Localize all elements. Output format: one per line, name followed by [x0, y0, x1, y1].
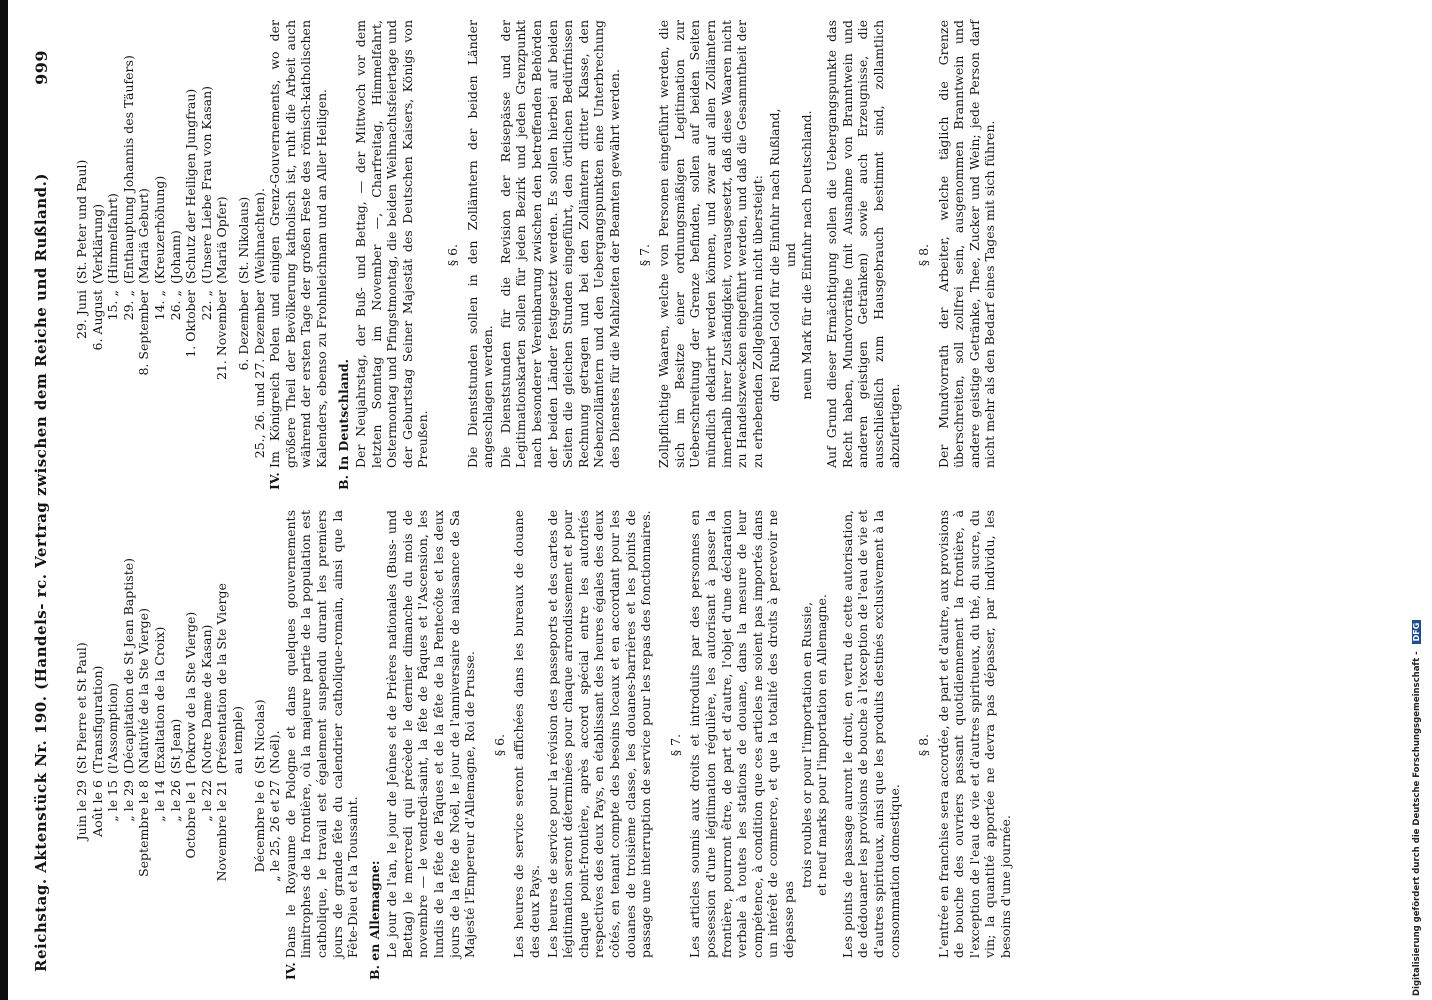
section-7-para-1: Zollpflichtige Waaren, welche von Personen eingeführt werden, die sich im Besitze einer ordnungsmäßigen Legitimation zur Ueberschreitung der Grenze befinden, sollen auf beiden Seiten mündlich deklarirt werden können, und zwar auf allen Zollämtern innerhalb ihrer Zuständigkeit, vorausgesetzt, daß diese Waaren nicht zu Handelszwecken eingeführt werden, und daß die Gesammtheit der zu erhebenden Zollgebühren nicht übersteigt: — [656, 20, 765, 468]
calendar-row — [252, 20, 268, 490]
section-6-para-2: Die Dienststunden für die Revision der Reisepässe und der Legitimationskarten sollen für jeden Bezirk und jeden Grenzpunkt nach besonderer Vereinbarung zwischen den betreffenden Behörden der beiden Länder festgesetzt werden. Es sollen hierbei auf beiden Seiten die gleichen Stunden eingeführt, den örtlichen Bedürfnissen Rechnung getragen und bei den Zollämtern dritter Klasse, den Nebenzollämtern und den Uebergangspunkten eine Unterbrechung des Dienstes für die Mahlzeiten der Beamten gewährt werden. — [497, 20, 622, 468]
calendar-date: 6. Dezember — [235, 290, 251, 371]
calendar-row — [90, 20, 106, 490]
calendar-event: (l'Assomption) — [105, 682, 121, 774]
calendar-event: (Johann) — [167, 230, 183, 284]
calendar-date: Décembre le 6 — [251, 780, 267, 873]
section-iv-label: IV. — [267, 472, 283, 490]
calendar-event: (St Jean) — [167, 718, 183, 774]
calendar-date: 15. „ — [105, 290, 121, 321]
calendar-event: (Verklärung) — [89, 203, 105, 284]
section-6-title: § 6. — [491, 733, 507, 757]
calendar-event: (Enthauptung Johannis des Täufers) — [120, 55, 136, 284]
calendar-date: 6. August — [89, 290, 105, 351]
calendar-event: (Nativité de la Ste Vierge) — [136, 608, 152, 774]
calendar-event: (Notre Dame de Kasan) — [198, 624, 214, 774]
calendar-date: Août le 6 — [89, 780, 105, 837]
calendar-date: Octobre le 1 — [183, 780, 199, 859]
calendar-date: 8. September — [136, 290, 152, 376]
calendar-row — [267, 510, 283, 980]
section-8-para-1: Der Mundvorrath der Arbeiter, welche täglich die Grenze überschreiten, soll zollfrei sein, ausgenommen Branntwein und andere geistige Getränke, Thee, Zucker und Wein; jede Person darf nicht mehr als den Bedarf eines Tages mit sich führen. — [935, 20, 998, 468]
calendar-event: (Présentation de la Ste Vierge — [214, 583, 230, 774]
section-8-para-1: L'entrée en franchise sera accordée, de part et d'autre, aux provisions de bouche des ouvriers passant quotidiennement la frontière, à l'exception de l'eau de vie et d'autres spiritueux, du thé, du sucre, du vin; la quantité apportée ne devra pas dépasser, par individu, les besoins d'une journée. — [935, 510, 1014, 958]
calendar-date: 22. „ — [198, 290, 214, 321]
section-7-limit-1: drei Rubel Gold für die Einfuhr nach Rußland, — [767, 108, 783, 402]
calendar-event: (Exaltation de la Croix) — [151, 626, 167, 774]
calendar-event: (Noël). — [267, 730, 283, 774]
dfg-note-text: Digitalisierung gefördert durch die Deutsche Forschungsgemeinschaft - — [1412, 651, 1422, 996]
calendar-row — [105, 20, 121, 490]
calendar-date: Septembre le 8 — [136, 780, 152, 877]
part-b-heading: B. In Deutschland. — [335, 359, 351, 490]
rotated-page-content — [14, 0, 1414, 1000]
calendar-event: (Unsere Liebe Frau von Kasan) — [198, 85, 214, 284]
calendar-continuation: au temple) — [229, 705, 245, 774]
french-column — [74, 510, 1016, 980]
calendar-date: „ le 26 — [167, 780, 183, 822]
section-iv-paragraph — [267, 20, 329, 490]
section-iv-text: Im Königreich Polen und einigen Grenz-Gouvernements, wo der größere Theil der Bevölkerung katholisch ist, ruht die Arbeit auch während der ersten Tage der großen Feste des römisch-katholischen Kalenders, ebenso zu Frohnleichnam und an Aller Heiligen. — [267, 20, 329, 468]
section-6-para-1: Les heures de service seront affichées dans les bureaux de douane des deux Pays. — [511, 510, 543, 958]
section-iv-label: IV. — [282, 962, 298, 980]
calendar-date: „ le 22 — [198, 780, 214, 822]
section-7-para-2: Auf Grund dieser Ermächtigung sollen die Uebergangspunkte das Recht haben, Mundvorräthe (mit Ausnahme von Branntwein und anderen geistigen Getränken) sowie auch Erzeugnisse, die ausschließlich zum Hausgebrauch bestimmt sind, zollamtlich abzufertigen. — [824, 20, 902, 468]
calendar-row — [121, 20, 137, 490]
calendar-row — [121, 510, 137, 980]
calendar-row — [214, 510, 230, 980]
calendar-row — [168, 510, 184, 980]
calendar-row — [168, 20, 184, 490]
calendar-row — [236, 20, 252, 490]
calendar-date: „ le 29 — [120, 780, 136, 822]
calendar-event: (Himmelfahrt) — [105, 193, 121, 284]
calendar-date: „ le 25, 26 et 27 — [267, 780, 283, 882]
section-7-title: § 7. — [636, 243, 652, 267]
calendar-date: 26. „ — [167, 290, 183, 321]
calendar-date: 21. November — [214, 290, 230, 381]
calendar-date: 29. Juni — [74, 290, 89, 339]
section-7-para-1: Les articles soumis aux droits et introduits par des personnes en possession d'une légitimation régulière, les autorisant à passer la frontière, pourront être, de part et d'autre, l'objet d'une déclaration verbale à toutes les stations de douane, dans la mesure de leur compétence, à condition que ces articles ne soient pas importés dans un intérêt de commerce, et que la totalité des droits à percevoir ne dépasse pas — [687, 510, 796, 958]
calendar-event: (St. Nikolaus) — [235, 196, 251, 284]
part-b-text: Le jour de l'an, le jour de Jeûnes et de Prières nationales (Buss- und Bettag) le mercredi qui précède le dernier dimanche du mois de novembre — le vendredi-saint, la fête de Pâques et l'Ascension, les lundis de la fête de Pâques et de la fête de la Pentecôte et les deux jours de la fête de Noël, le jour de l'anniversaire de naissance de Sa Majesté l'Empereur d'Allemagne, Roi de Prusse. — [384, 510, 478, 958]
running-title: Reichstag. Aktenstück Nr. 190. (Handels- rc. Vertrag zwischen dem Reiche und Rußland.) — [32, 173, 50, 972]
calendar-event: (St Nicolas) — [251, 699, 267, 774]
calendar-row — [199, 510, 215, 980]
calendar-event: (Kreuzerhöhung) — [151, 175, 167, 284]
calendar-date: Juin le 29 — [74, 780, 89, 841]
calendar-row — [74, 510, 90, 980]
calendar-date: „ le 14 — [151, 780, 167, 822]
calendar-event: (St. Peter und Paul) — [74, 159, 89, 284]
calendar-date: 14. „ — [151, 290, 167, 321]
section-8-title: § 8. — [916, 733, 932, 757]
calendar-date: 25., 26. und 27. Dezember — [251, 290, 267, 459]
calendar-row — [183, 20, 199, 490]
dfg-logo: DFG — [1412, 620, 1421, 645]
calendar-event: (Schutz der Heiligen Jungfrau) — [183, 88, 199, 284]
scan-edge — [0, 0, 8, 1000]
calendar-date: 1. Oktober — [183, 290, 199, 358]
section-7-limit-1: trois roubles or pour l'importation en Russie, — [798, 601, 814, 889]
section-6-para-2: Les heures de service pour la révision des passeports et des cartes de légitimation seront déterminées pour chaque arrondissement et pour chaque point-frontière, après accord spécial entre les autorités respectives des deux Pays, en établissant des heures égales des deux côtés, en tenant compte des besoins locaux et en accordant pour les douanes de troisième classe, les douanes-barrières et les points de passage une interruption de service pour les repas des fonctionnaires. — [544, 510, 654, 958]
calendar-event: (Mariä Opfer) — [214, 196, 230, 284]
calendar-date: 29. „ — [120, 290, 136, 321]
section-6-para-1: Die Dienststunden sollen in den Zollämtern der beiden Länder angeschlagen werden. — [464, 20, 496, 468]
section-iv-paragraph — [283, 510, 361, 980]
section-7-conjunction: und — [782, 242, 798, 268]
calendar-row — [152, 20, 168, 490]
section-7-limit-2: neun Mark für die Einfuhr nach Deutschland. — [798, 110, 814, 400]
calendar-row — [136, 510, 152, 980]
section-7-para-2: Les points de passage auront le droit, en vertu de cette autorisation, de dédouaner les provisions de bouche à l'exception de l'eau de vie et d'autres spiritueux, ainsi que les produits destinés exclusivement à la consommation domestique. — [839, 510, 902, 958]
calendar-row — [136, 20, 152, 490]
calendar-date: Novembre le 21 — [214, 780, 230, 882]
section-iv-text: Dans le Royaume de Pologne et dans quelques gouvernements limitrophes de la frontière, où la majeure partie de la population est catholique, le travail est également suspendu durant les premiers jours de grande fête du calendrier catholique-romain, ainsi que la Fête-Dieu et la Toussaint. — [282, 510, 361, 958]
calendar-event: (Décapitation de St Jean Baptiste) — [120, 558, 136, 774]
section-6-title: § 6. — [445, 243, 461, 267]
calendar-event: (Pokrow de la Ste Vierge) — [183, 611, 199, 774]
page-number: 999 — [32, 50, 51, 85]
german-column — [74, 20, 1000, 490]
calendar-row — [90, 510, 106, 980]
calendar-row — [252, 510, 268, 980]
calendar-date: „ le 15 — [105, 780, 121, 822]
section-7-limit-2: et neuf marks pour l'importation en Allemagne. — [814, 594, 830, 896]
calendar-row — [105, 510, 121, 980]
section-8-title: § 8. — [916, 243, 932, 267]
section-7-title: § 7. — [667, 733, 683, 757]
calendar-row — [74, 20, 90, 490]
part-b-heading: B. en Allemagne: — [366, 860, 382, 980]
part-b-text: Der Neujahrstag, der Buß- und Bettag, — der Mittwoch vor dem letzten Sonntag im November —, Charfreitag, Himmelfahrt, Ostermontag und Pfingstmontag, die beiden Weihnachtsfeiertage und der Geburtstag Seiner Majestät des Deutschen Kaisers, Königs von Preußen. — [353, 20, 431, 468]
dfg-footnote — [1412, 620, 1422, 996]
calendar-event: (St Pierre et St Paul) — [74, 642, 89, 774]
calendar-row — [183, 510, 199, 980]
calendar-event: (Mariä Geburt) — [136, 188, 152, 284]
calendar-row — [199, 20, 215, 490]
running-header — [22, 24, 66, 984]
calendar-row — [152, 510, 168, 980]
calendar-event: (Weihnachten). — [251, 187, 267, 284]
calendar-event: (Transfiguration) — [89, 665, 105, 774]
calendar-row — [214, 20, 230, 490]
